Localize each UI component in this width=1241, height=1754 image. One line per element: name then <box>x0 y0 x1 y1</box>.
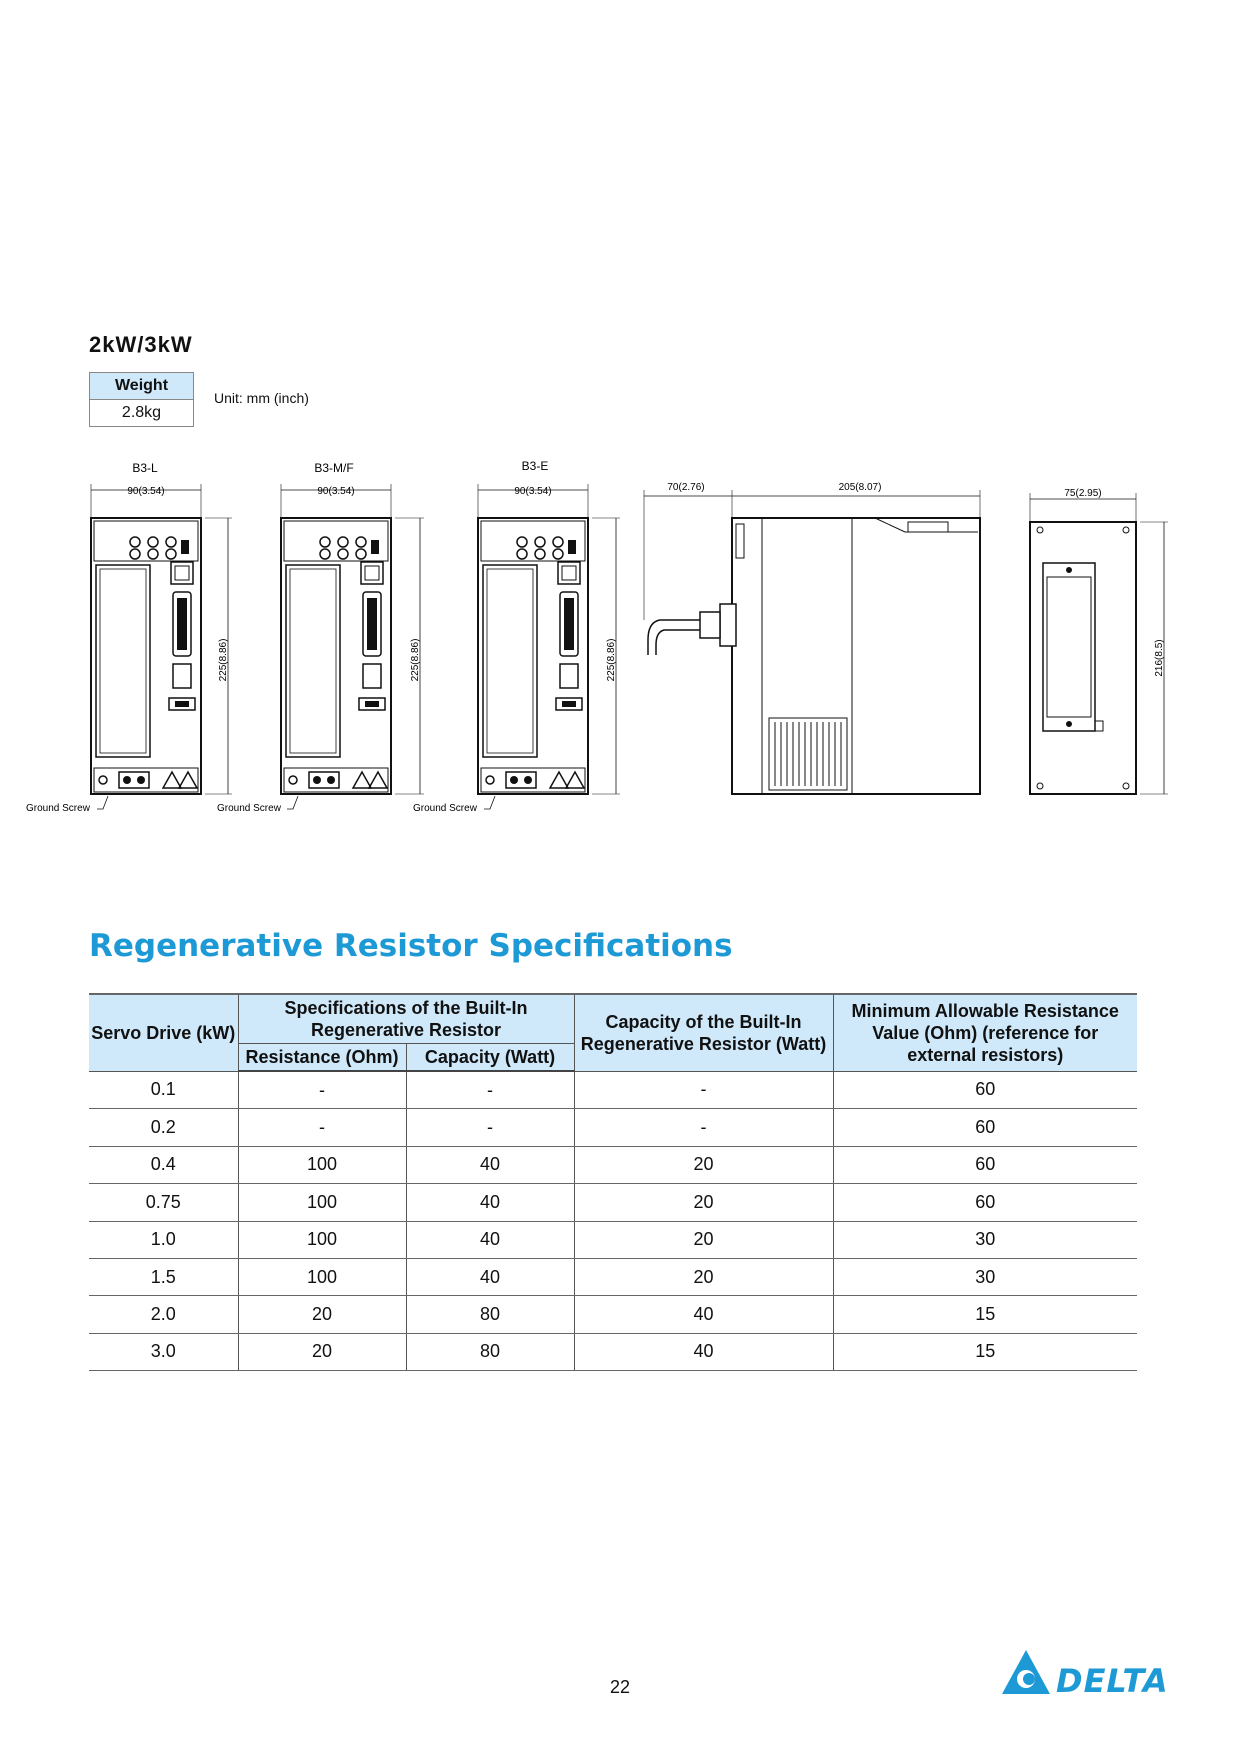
table-row: 1.0 100 40 20 30 <box>89 1221 1137 1258</box>
drive-front-view-1 <box>91 518 201 794</box>
table-row: 0.4 100 40 20 60 <box>89 1146 1137 1183</box>
unit-note: Unit: mm (inch) <box>214 390 309 406</box>
page-number: 22 <box>609 1677 631 1697</box>
drive-back-view <box>1030 488 1168 794</box>
section-heading: Regenerative Resistor Specifications <box>89 928 733 964</box>
col-header-builtin-spec: Specifications of the Built-In Regenerative Resistor <box>238 994 574 1044</box>
col-header-min-resistance: Minimum Allowable Resistance Value (Ohm) (reference for external resistors) <box>833 994 1137 1071</box>
front-width-dim-1: 90(3.54) <box>127 486 165 497</box>
col-header-servo-drive: Servo Drive (kW) <box>89 994 238 1071</box>
weight-value: 2.8kg <box>121 404 162 421</box>
table-row: 2.0 20 80 40 15 <box>89 1296 1137 1333</box>
weight-label: Weight <box>90 373 193 400</box>
side-depth-connector-dim: 70(2.76) <box>667 482 705 493</box>
table-row: 1.5 100 40 20 30 <box>89 1258 1137 1295</box>
ground-screw-label-1: Ground Screw <box>26 803 90 814</box>
delta-logo <box>1000 1648 1170 1698</box>
front-width-dim-2: 90(3.54) <box>317 486 355 497</box>
back-width-dim: 75(2.95) <box>1064 488 1102 499</box>
back-height-dim: 216(8.5) <box>1154 639 1165 677</box>
table-row: 0.75 100 40 20 60 <box>89 1184 1137 1221</box>
drive-side-view <box>644 482 980 794</box>
col-header-resistance: Resistance (Ohm) <box>238 1044 406 1072</box>
weight-box <box>89 372 194 427</box>
front-height-dim-2: 225(8.86) <box>410 638 421 682</box>
front-height-dim-3: 225(8.86) <box>606 638 617 682</box>
regenerative-resistor-table <box>89 993 1137 1371</box>
table-row: 0.2 - - - 60 <box>89 1109 1137 1146</box>
delta-wordmark: DELTA <box>1056 1662 1169 1698</box>
table-row: 3.0 20 80 40 15 <box>89 1333 1137 1370</box>
table-row: 0.1 - - - 60 <box>89 1071 1137 1109</box>
side-depth-dim: 205(8.07) <box>838 482 882 493</box>
col-header-capacity: Capacity (Watt) <box>406 1044 574 1072</box>
section-title: 2kW/3kW <box>89 332 193 357</box>
model-label-b3e: B3-E <box>521 459 549 473</box>
front-width-dim-3: 90(3.54) <box>514 486 552 497</box>
model-label-b3l: B3-L <box>132 461 158 475</box>
front-height-dim-1: 225(8.86) <box>218 638 229 682</box>
dimension-drawings <box>0 440 1241 840</box>
drive-front-view-2 <box>281 518 391 794</box>
model-label-b3mf: B3-M/F <box>314 461 354 475</box>
ground-screw-label-2: Ground Screw <box>217 803 281 814</box>
ground-screw-label-3: Ground Screw <box>413 803 477 814</box>
drive-front-view-3 <box>478 518 588 794</box>
col-header-builtin-capacity: Capacity of the Built-In Regenerative Resistor (Watt) <box>574 994 833 1071</box>
